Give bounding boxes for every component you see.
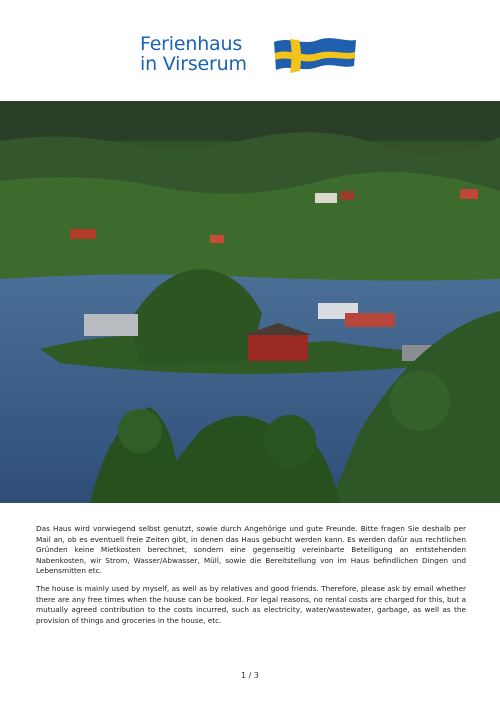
logo-line-1: Ferienhaus (140, 33, 243, 55)
page-number: 1 / 3 (241, 671, 259, 680)
logo-line-2: in Virserum (140, 53, 247, 75)
logo-text (140, 34, 247, 74)
lake-landscape-photo (0, 101, 500, 503)
swedish-flag-icon (270, 36, 358, 76)
site-logo (140, 34, 370, 84)
description-german: Das Haus wird vorwiegend selbst genutzt, sowie durch Angehörige und gute Freunde. Bitte fragen Sie deshalb per Mail an, ob es eventuell freie Zeiten gibt, in denen das Haus gebucht werden kann. Es werden dafür aus rechtlichen Gründen keine Mietkosten berechnet, sondern eine gegenseitig vereinbarte Beteiligung an entstehenden Nabenkosten, wir Strom, Wasser/Abwasser, Müll, sowie die Bereitstellung von im Haus befindlichen Dingen und Lebensmitten etc. (36, 524, 466, 576)
description-text (36, 524, 466, 633)
description-english: The house is mainly used by myself, as well as by relatives and good friends. Therefore, please ask by email whether there are any free times when the house can be booked. For legal reasons, no rental costs are charged for this, but a mutually agreed contribution to the costs incurred, such as electricity, water/wastewater, garbage, as well as the provision of things and groceries in the house, etc. (36, 583, 466, 625)
